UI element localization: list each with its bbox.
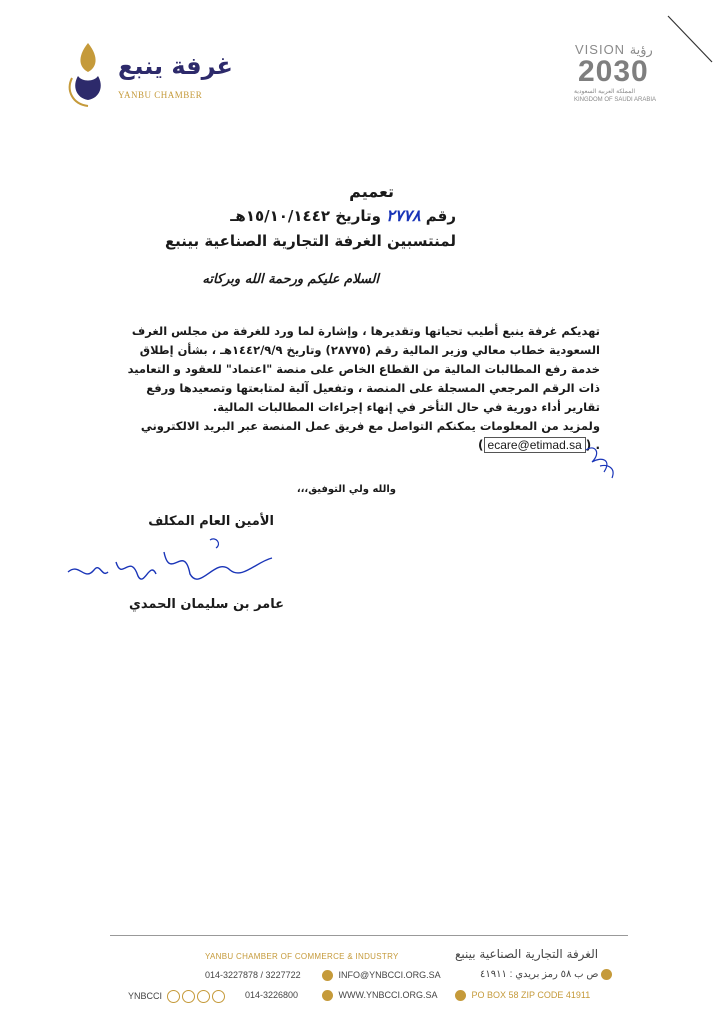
mailbox-icon xyxy=(455,990,466,1001)
footer-phone-1 xyxy=(205,970,301,980)
youtube-icon[interactable] xyxy=(212,990,225,1003)
email-line: . (ecare@etimad.sa) xyxy=(478,438,600,452)
footer-phone-1-text: 014-3227878 / 3227722 xyxy=(205,970,301,980)
signature-icon xyxy=(60,532,280,602)
vision-sub-ar: المملكة العربية السعودية xyxy=(574,89,636,95)
number-prefix: رقم xyxy=(425,207,456,225)
recipients-line: لمنتسبين الغرفة التجارية الصناعية بينبع xyxy=(164,232,456,250)
date-prefix: وتاريخ xyxy=(335,207,381,225)
location-icon xyxy=(601,969,612,980)
body-paragraph xyxy=(120,322,600,436)
vision-year: 2030 xyxy=(578,55,649,88)
vision-sub-en: KINGDOM OF SAUDI ARABIA xyxy=(574,97,657,103)
footer-phone-2-text: 014-3226800 xyxy=(245,990,299,1000)
date-value: ١٥/١٠/١٤٤٢هـ xyxy=(230,207,331,225)
body-paragraph-1: تهديكم غرفة ينبع أطيب تحياتها وتقديرها ، وإشارة لما ورد للغرفة من مجلس الغرف السعودية خطاب معالي وزير المالية رقم (٢٨٧٧٥) وتاريخ ١٤٤٢/٩/٩هـ ، بشأن إطلاق خدمة رفع المطالبات المالية من القطاع الخاص على منصة "اعتماد" للعقود و التعاميد ذات الرقم المرجعي المسجلة على المنصة ، وتفعيل آلية لمتابعتها وتصعيدها ورفع تقارير أداء دورية في حال التأخر في إنهاء إجراءات المطالبات المالية. xyxy=(127,324,600,414)
footer-po-en-text: PO BOX 58 ZIP CODE 41911 xyxy=(471,990,591,1000)
footer-phone-2 xyxy=(245,990,298,1000)
footer-divider xyxy=(110,935,628,936)
instagram-icon[interactable] xyxy=(197,990,210,1003)
footer-po-ar xyxy=(480,969,615,980)
contact-email-link[interactable]: ecare@etimad.sa xyxy=(484,437,586,453)
footer-website[interactable] xyxy=(322,990,438,1001)
mail-icon xyxy=(322,970,333,981)
footer-email-text: INFO@YNBCCI.ORG.SA xyxy=(338,970,441,980)
footer-po-en xyxy=(455,990,590,1001)
twitter-icon[interactable] xyxy=(182,990,195,1003)
greeting: السلام عليكم ورحمة الله وبركاته xyxy=(202,272,379,287)
closing-line: والله ولي التوفيق،،، xyxy=(296,484,396,495)
letter-number-line xyxy=(230,206,456,225)
ink-scribble-icon xyxy=(582,442,622,482)
signatory-title: الأمين العام المكلف xyxy=(148,514,274,529)
chamber-name-en: YANBU CHAMBER xyxy=(118,90,203,100)
footer-website-text: WWW.YNBCCI.ORG.SA xyxy=(338,990,438,1000)
footer-social xyxy=(128,990,225,1003)
footer-org-ar: الغرفة التجارية الصناعية بينبع xyxy=(455,947,599,961)
footer-po-ar-text: ص ب ٥٨ رمز بريدي : ٤١٩١١ xyxy=(480,969,599,981)
corner-pen-mark-icon xyxy=(660,10,720,70)
chamber-name-ar: غرفة ينبع xyxy=(118,52,233,80)
body-paragraph-2: ولمزيد من المعلومات يمكنكم التواصل مع فريق عمل المنصة عبر البريد الالكتروني xyxy=(140,419,600,433)
vision-label: VISION رؤية xyxy=(575,42,653,57)
footer-handle: YNBCCI xyxy=(128,990,163,1001)
globe-icon xyxy=(322,990,333,1001)
email-tail: . xyxy=(595,438,600,452)
handwritten-number: ٢٧٧٨ xyxy=(386,206,421,225)
footer-email[interactable] xyxy=(322,970,441,981)
footer-org-en: YANBU CHAMBER OF COMMERCE & INDUSTRY xyxy=(205,952,399,961)
facebook-icon[interactable] xyxy=(167,990,180,1003)
signatory-name: عامر بن سليمان الحمدي xyxy=(129,597,284,612)
letter-title: تعميم xyxy=(349,182,394,201)
